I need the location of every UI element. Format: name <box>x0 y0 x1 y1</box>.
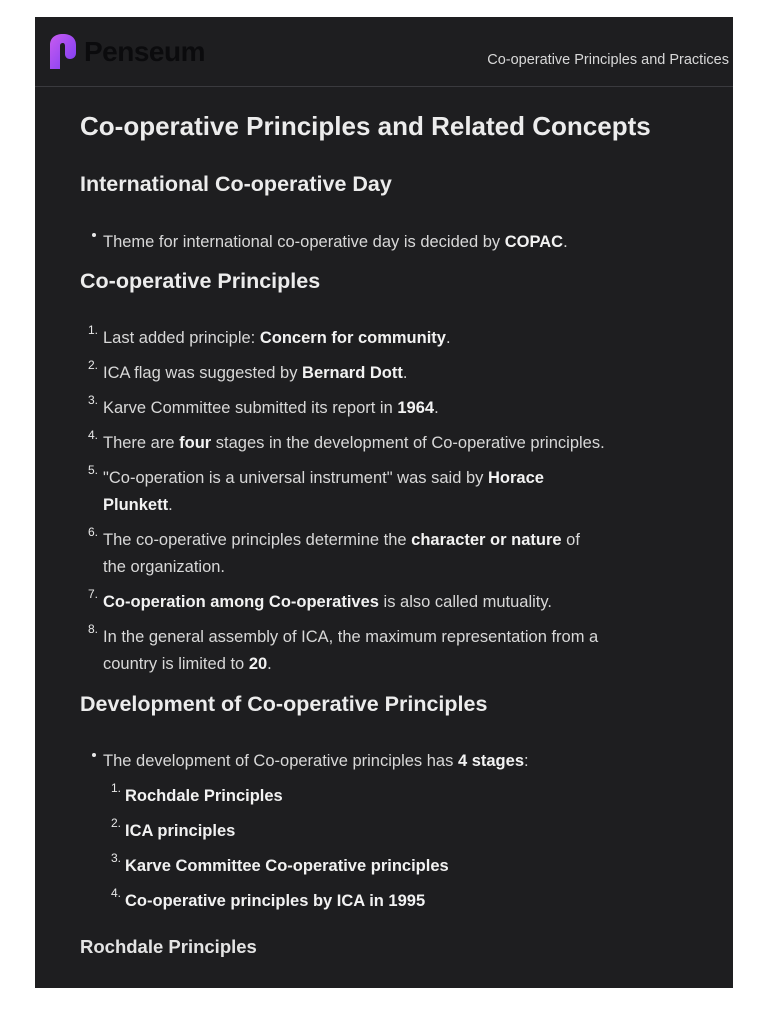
list-item: ICA flag was suggested by Bernard Dott. <box>103 364 408 382</box>
list-number: 3. <box>88 393 99 407</box>
document-page <box>35 17 733 988</box>
list-number: 5. <box>88 463 99 477</box>
list-number: 1. <box>88 323 99 337</box>
list-item: ICA principles <box>125 822 236 840</box>
list-number: 8. <box>88 622 99 636</box>
header-document-title: Co-operative Principles and Practices <box>487 52 729 68</box>
list-number: 1. <box>111 781 122 795</box>
list-item: The development of Co-operative principles has 4 stages: <box>103 752 529 770</box>
list-item: Rochdale Principles <box>125 787 283 805</box>
page-title: Co-operative Principles and Related Concepts <box>80 111 651 141</box>
list-item: Karve Committee submitted its report in 1964. <box>103 399 439 417</box>
bullet-icon <box>92 753 96 757</box>
list-number: 2. <box>111 816 122 830</box>
list-item: In the general assembly of ICA, the maximum representation from a country is limited to 20. <box>103 628 599 673</box>
section-heading-rochdale: Rochdale Principles <box>80 936 257 957</box>
list-number: 4. <box>88 428 99 442</box>
list-number: 6. <box>88 525 99 539</box>
list-number: 3. <box>111 851 122 865</box>
list-item: "Co-operation is a universal instrument" was said by Horace Plunkett. <box>103 469 544 514</box>
list-item: Theme for international co-operative day is decided by COPAC. <box>103 233 568 251</box>
list-number: 2. <box>88 358 99 372</box>
page-header <box>35 17 733 87</box>
list-item: Karve Committee Co-operative principles <box>125 857 449 875</box>
list-item: The co-operative principles determine the character or nature of the organization. <box>103 531 580 576</box>
list-item: Last added principle: Concern for community. <box>103 329 451 347</box>
brand-name: Penseum <box>84 36 205 67</box>
header-divider <box>35 86 733 87</box>
list-item: Co-operative principles by ICA in 1995 <box>125 892 426 910</box>
section-heading-international-day: International Co-operative Day <box>80 172 392 196</box>
brand-logo[interactable] <box>48 32 205 72</box>
section-heading-principles: Co-operative Principles <box>80 269 321 293</box>
list-number: 7. <box>88 587 99 601</box>
penseum-logo-icon <box>48 33 78 71</box>
list-item: Co-operation among Co-operatives is also called mutuality. <box>103 593 552 611</box>
bullet-icon <box>92 233 96 237</box>
list-item: There are four stages in the development of Co-operative principles. <box>103 434 605 452</box>
list-number: 4. <box>111 886 122 900</box>
section-heading-development: Development of Co-operative Principles <box>80 692 488 716</box>
